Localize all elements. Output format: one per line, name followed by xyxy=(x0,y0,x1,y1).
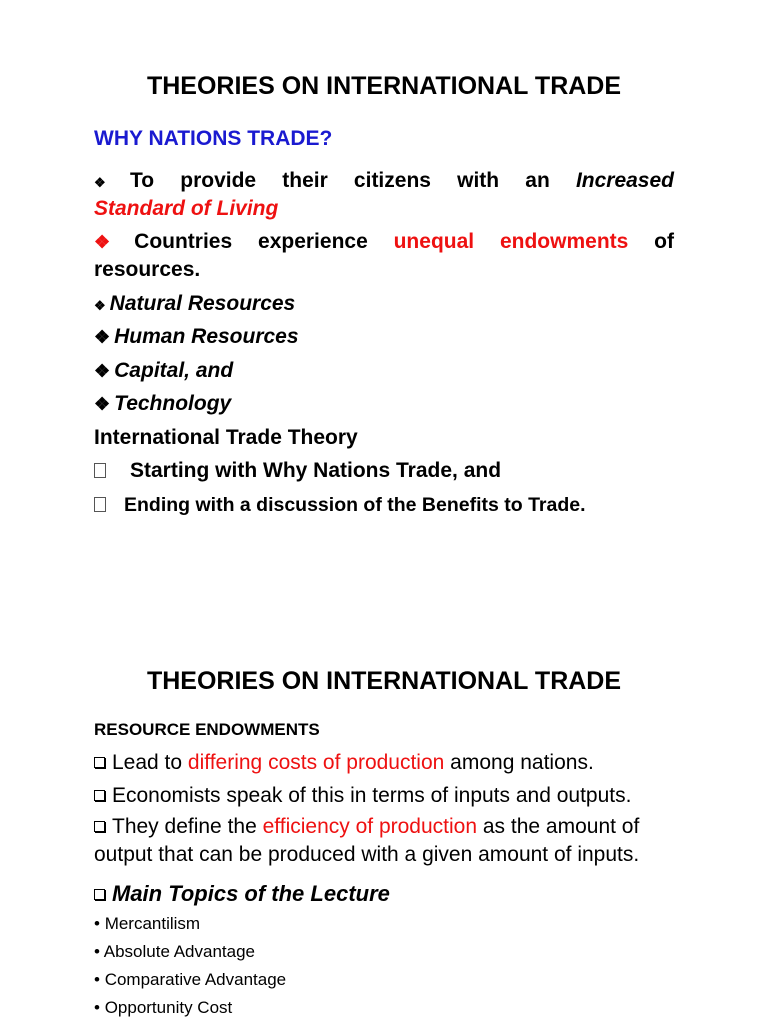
slide1-point2-continued: resources. xyxy=(94,258,201,281)
slide2-item1: Lead to differing costs of production among nations. xyxy=(94,749,674,777)
shadow-box-bullet-icon xyxy=(94,821,105,832)
red-diamond-bullet-icon: ❖ xyxy=(94,232,131,252)
slide2-item2: Economists speak of this in terms of inputs and outputs. xyxy=(94,782,674,810)
resource-item-human: ❖ Human Resources xyxy=(94,325,299,348)
box-bullet-icon xyxy=(94,463,106,478)
slide1-point2: ❖ Countries experience unequal endowments of xyxy=(94,230,675,253)
topic-item: • Comparative Advantage xyxy=(94,970,287,989)
slide1-subhead: WHY NATIONS TRADE? xyxy=(94,127,333,150)
box-bullet-icon xyxy=(94,497,106,512)
shadow-box-bullet-icon xyxy=(94,757,105,768)
theory-item: Starting with Why Nations Trade, and xyxy=(94,457,674,485)
diamond-bullet-icon: ❖ xyxy=(94,327,111,347)
topic-item: • Mercantilism xyxy=(94,914,201,933)
dot-bullet-icon: • xyxy=(94,998,105,1017)
shadow-box-bullet-icon xyxy=(94,889,105,900)
diamond-bullet-icon: ❖ xyxy=(94,394,111,414)
diamond-bullet-icon: ❖ xyxy=(94,175,126,190)
slide2-subhead: RESOURCE ENDOWMENTS xyxy=(94,720,320,739)
dot-bullet-icon: • xyxy=(94,942,104,961)
theory-heading: International Trade Theory xyxy=(94,426,358,449)
shadow-box-bullet-icon xyxy=(94,790,105,801)
dot-bullet-icon: • xyxy=(94,970,105,989)
slide2-item3: They define the efficiency of production as the amount of xyxy=(94,813,674,841)
slide2-item3-continued: output that can be produced with a given amount of inputs. xyxy=(94,843,640,866)
resource-item-capital: ❖ Capital, and xyxy=(94,359,234,382)
diamond-bullet-icon: ❖ xyxy=(94,361,111,381)
dot-bullet-icon: • xyxy=(94,914,105,933)
topic-item: • Opportunity Cost xyxy=(94,998,233,1017)
slide1-point1: ❖ To provide their citizens with an Increased xyxy=(94,169,674,192)
topic-item: • Absolute Advantage xyxy=(94,942,255,961)
resource-item-technology: ❖ Technology xyxy=(94,392,232,415)
theory-item: Ending with a discussion of the Benefits to Trade. xyxy=(94,491,674,519)
topics-heading: Main Topics of the Lecture xyxy=(94,880,674,908)
slide1-title: THEORIES ON INTERNATIONAL TRADE xyxy=(146,72,622,100)
slide1-point1-continued: Standard of Living xyxy=(94,197,279,220)
resource-item-natural: ❖ Natural Resources xyxy=(94,292,296,315)
diamond-bullet-icon: ❖ xyxy=(94,298,106,313)
slide2-title: THEORIES ON INTERNATIONAL TRADE xyxy=(146,667,622,695)
